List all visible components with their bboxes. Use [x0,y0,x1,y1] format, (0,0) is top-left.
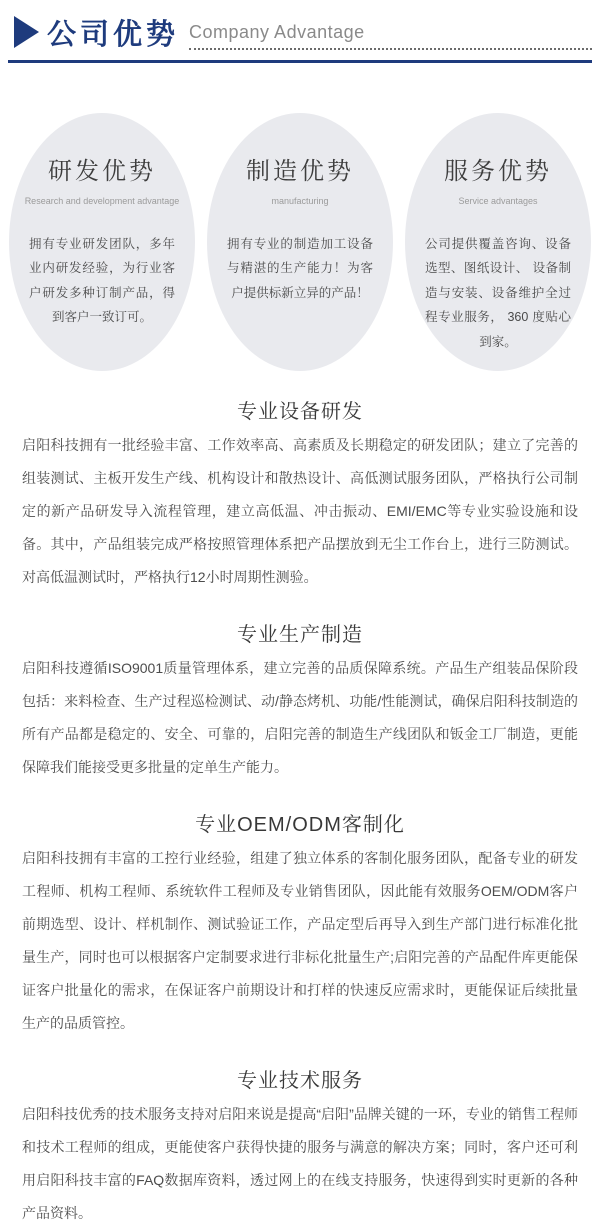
play-arrow-icon [14,16,39,48]
section-heading-oem-odm: 专业OEM/ODM客制化 [195,814,405,836]
page-title: 公司优势 [47,19,180,51]
advantage-card-service [405,113,591,371]
section-paragraph: 启阳科技拥有一批经验丰富、工作效率高、高素质及长期稳定的研发团队；建立了完善的组装测试、主板开发生产线、机构设计和散热设计、高低测试服务团队，严格执行公司制定的新产品研发导入流程管理，建立高低温、冲击振动、EMI/EMC等专业实验设施和设备。其中，产品组装完成严格按照管理体系把产品摆放到无尘工作台上，进行三防测试。对高低温测试时，严格执行12小时周期性测验。 [22,437,578,585]
section-heading-equipment-rd: 专业设备研发 [237,401,363,423]
card-title: 制造优势 [246,158,354,185]
card-subtitle: manufacturing [271,196,329,206]
advantage-card-rd [9,113,195,371]
card-body: 拥有专业研发团队，多年业内研发经验，为行业客户研发多种订制产品，得到客户一致订可。 [29,237,175,325]
card-title: 服务优势 [444,158,552,185]
card-subtitle: Service advantages [458,196,538,206]
section-heading-tech-service: 专业技术服务 [237,1070,363,1092]
card-subtitle: Research and development advantage [24,196,180,206]
advantage-card-manufacturing [207,113,393,371]
section-header [0,0,600,63]
card-body: 公司提供覆盖咨询、设备选型、图纸设计、 设备制造与安装、设备维护全过程专业服务， 360 度贴心到家。 [425,237,571,349]
card-body: 拥有专业的制造加工设备与精湛的生产能力！为客户提供标新立异的产品！ [227,237,373,300]
detail-sections [0,395,600,1230]
header-divider [8,60,592,63]
section-paragraph: 启阳科技优秀的技术服务支持对启阳来说是提高“启阳”品牌关键的一环，专业的销售工程师和技术工程师的组成，更能使客户获得快捷的服务与满意的解决方案；同时，客户还可利用启阳科技丰富的FAQ数据库资料，透过网上的在线支持服务，快速得到实时更新的各种产品资料。 [22,1106,578,1221]
page-subtitle: Company Advantage [189,22,365,42]
section-heading-production: 专业生产制造 [237,624,363,646]
advantage-cards-row [0,113,600,371]
header-dotted-divider [189,22,592,50]
header-row [8,12,592,53]
section-paragraph: 启阳科技拥有丰富的工控行业经验，组建了独立体系的客制化服务团队，配备专业的研发工程师、机构工程师、系统软件工程师及专业销售团队，因此能有效服务OEM/ODM客户前期选型、设计、样机制作、测试验证工作，产品定型后再导入到生产部门进行标准化批量生产，同时也可以根据客户定制要求进行非标化批量生产;启阳完善的产品配件库更能保证客户批量化的需求，在保证客户前期设计和打样的快速反应需求时，更能保证后续批量生产的品质管控。 [22,850,578,1031]
card-title: 研发优势 [48,158,156,185]
section-paragraph: 启阳科技遵循ISO9001质量管理体系，建立完善的品质保障系统。产品生产组装品保阶段包括：来料检查、生产过程巡检测试、动/静态烤机、功能/性能测试，确保启阳科技制造的所有产品都是稳定的、安全、可靠的，启阳完善的制造生产线团队和钣金工厂制造，更能保障我们能接受更多批量的定单生产能力。 [22,660,578,775]
